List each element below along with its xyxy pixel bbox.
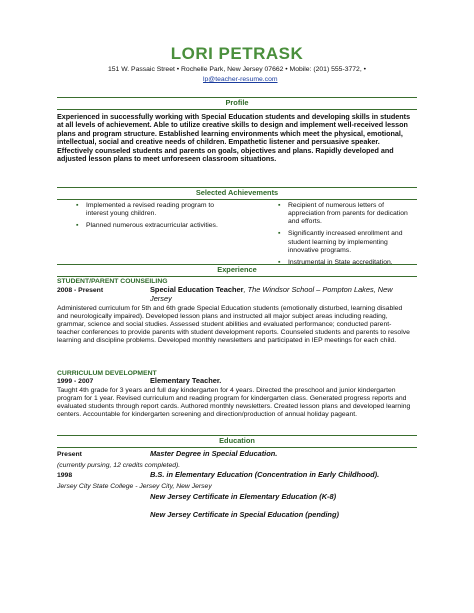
experience-bottom-rule — [57, 276, 417, 277]
contact-line: 151 W. Passaic Street • Rochelle Park, New Jersey 07662 • Mobile: (201) 555-3772, • — [108, 66, 366, 73]
achievement-item: ▪ Implemented a revised reading program to interest young children. — [76, 202, 215, 218]
education-date: Present — [57, 451, 82, 458]
profile-bottom-rule — [57, 109, 417, 110]
job-category: CURRICULUM DEVELOPMENT — [57, 370, 157, 377]
education-bottom-rule — [57, 447, 417, 448]
experience-heading: Experience — [217, 265, 257, 274]
achievements-bottom-rule — [57, 199, 417, 200]
bullet-icon: ▪ — [278, 258, 281, 266]
achievement-item: ▪ Planned numerous extracurricular activities. — [76, 222, 218, 230]
bullet-icon: ▪ — [76, 202, 79, 209]
job-description: Taught 4th grade for 3 years and full day kindergarten for 4 years. Directed the preschool and junior kindergarten program for 1 year. Revised curriculum and reading program for kindergarten class. Generated progress reports and evaluated students through report cards. Authored monthly newsletters. Created lesson plans and developed learning centers. Accountable for kindergarten screening and direction/production of annual holiday pageant. — [57, 387, 411, 419]
education-note: (currently pursing, 12 credits completed). — [57, 462, 181, 469]
email-link[interactable]: lp@teacher-resume.com — [203, 76, 278, 83]
education-degree: Master Degree in Special Education. — [150, 449, 278, 458]
education-heading: Education — [219, 436, 255, 445]
education-degree: B.S. in Elementary Education (Concentration in Early Childhood). — [150, 470, 380, 479]
job-description: Administered curriculum for 5th and 6th grade Special Education students (emotionally disturbed, learning disabled and neurologically impaired). Developed lesson plans and instructed all major subject areas including reading, grammar, science and social studies. Assessed student abilities and evaluated performance; conducted parent-teacher conferences to provide parents with student development reports. Counseled students and parents to resolve learning and discipline problems. Developed monthly newsletters and participated in IEP meetings for each child. — [57, 305, 410, 345]
bullet-icon: ▪ — [278, 230, 281, 238]
job-dates: 1999 - 2007 — [57, 378, 94, 385]
bullet-icon: ▪ — [278, 202, 281, 209]
job-dates: 2008 - Present — [57, 287, 104, 294]
job-category: STUDENT/PARENT COUNSEILING — [57, 278, 168, 285]
applicant-name: LORI PETRASK — [170, 44, 304, 63]
profile-heading: Profile — [225, 98, 249, 107]
education-certificate: New Jersey Certificate in Elementary Education (K-8) — [150, 492, 337, 501]
achievements-left-column — [74, 202, 224, 234]
achievement-item: ▪ Significantly increased enrollment and student learning by implementing innovative programs. — [278, 230, 403, 254]
bullet-icon: ▪ — [76, 222, 79, 230]
job-title-line: Special Education Teacher, The Windsor School – Pompton Lakes, New Jersey — [150, 285, 393, 303]
education-date: 1998 — [57, 472, 73, 479]
education-institution: Jersey City State College - Jersey City, New Jersey — [57, 483, 212, 490]
education-certificate: New Jersey Certificate in Special Education (pending) — [150, 510, 339, 519]
job-title-line: Elementary Teacher. — [150, 376, 222, 385]
achievements-heading: Selected Achievements — [195, 188, 279, 197]
achievement-item: ▪ Recipient of numerous letters of appreciation from parents for dedication and efforts. — [278, 202, 408, 226]
profile-text: Experienced in successfully working with Special Education students and developing skills in students at all levels of achievement. Able to utilize creative skills to design and implement well-received lesson plans and program structure. Established learning environments which meet the physical, emotional, intellectual, social and creative needs of children. Empathetic listener and persuasive speaker. Effectively counseled students and parents on goals, objectives and plans. Rapidly developed and adjusted lesson plans to meet unforeseen classroom situations. — [57, 112, 411, 164]
achievements-right-column — [276, 202, 411, 271]
achievement-item: ▪ Instrumental in State accreditation. — [278, 258, 393, 266]
